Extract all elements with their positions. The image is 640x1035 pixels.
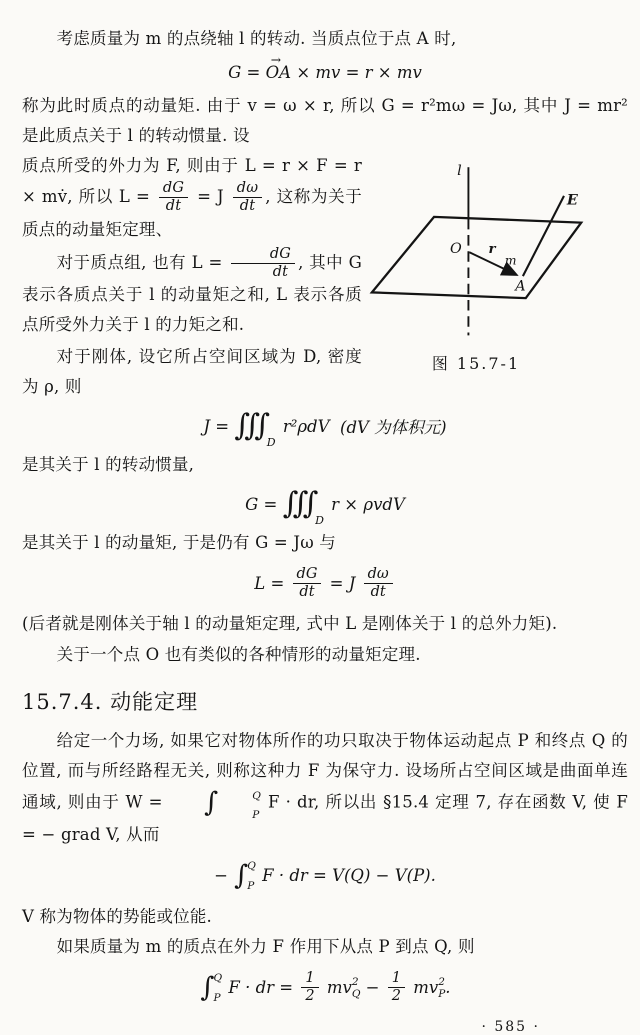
fraction-denominator: 2 xyxy=(305,988,315,1005)
vector-arrow-icon: → xyxy=(270,52,282,67)
paragraph-potential-energy xyxy=(22,902,628,932)
figure-drawing xyxy=(370,153,628,341)
section-heading-15-7-4: 15.7.4. 动能定理 xyxy=(22,689,199,714)
fraction-denominator: dt xyxy=(370,584,386,601)
figure-text-wrap-zone xyxy=(22,151,628,402)
formula-run: − xyxy=(360,978,385,998)
formula-run: mv xyxy=(321,978,352,998)
text-run: , 其中 G 表示各质点关于 l 的动量矩之和, L 表示各质点所受外力关于 l 的力矩之和. xyxy=(22,252,362,334)
text-run: 给定一个力场, 如果它对物体所作的功只取决于物体运动起点 P 和终点 Q 的位置, 而与所经路程无关, 则称这种力 F 为保守力. 设场所占空间区域是曲面单连通域, 则由于 W = xyxy=(22,730,628,812)
text-run: 是其关于 l 的动量矩, 于是仍有 G = Jω 与 xyxy=(22,533,337,553)
line-e-label: E xyxy=(566,192,578,209)
subscript: P xyxy=(438,987,446,1000)
inline-integral xyxy=(170,786,261,820)
triple-integral-icon: ∭ xyxy=(282,486,317,522)
formula-lhs: G = xyxy=(228,63,266,83)
fraction-denominator: dt xyxy=(299,584,315,601)
formula-note: (dV 为体积元) xyxy=(340,418,447,438)
integral-icon: ∫ xyxy=(234,860,249,892)
formula-lhs: J = xyxy=(203,416,235,436)
paragraph-inertia-note xyxy=(22,450,628,480)
figure-caption: 图 15.7-1 xyxy=(431,354,521,374)
formula-moment-of-inertia xyxy=(22,408,628,450)
paragraph-momentum-moment xyxy=(22,91,628,151)
triple-integral-icon: ∭ xyxy=(234,408,268,444)
fraction-denominator: dt xyxy=(239,198,256,215)
formula-run: mv xyxy=(407,978,439,998)
formula-angular-momentum-def xyxy=(22,52,628,83)
fraction-denominator: dt xyxy=(165,198,182,215)
integral-bounds xyxy=(218,786,261,820)
fraction-one-half xyxy=(388,971,405,1004)
text-run: (后者就是刚体关于轴 l 的动量矩定理, 式中 L 是刚体关于 l 的总外力矩). xyxy=(22,614,558,634)
fraction-numerator: dG xyxy=(231,247,295,264)
fraction-numerator: dG xyxy=(293,567,322,584)
fraction-dG-dt xyxy=(159,181,188,214)
integral-upper: Q xyxy=(252,789,262,802)
figure-15-7-1 xyxy=(370,153,628,374)
text-run: V 称为物体的势能或位能. xyxy=(22,906,213,926)
plane-parallelogram xyxy=(372,217,581,298)
fraction-denominator: dt xyxy=(272,263,289,280)
formula-kinetic-energy-theorem xyxy=(22,971,628,1005)
text-run: 对于质点组, 也有 L = xyxy=(56,252,229,272)
fraction-numerator: dω xyxy=(233,181,263,198)
point-a-label: A xyxy=(515,278,526,295)
integral-domain: D xyxy=(266,436,276,450)
subscript: Q xyxy=(351,987,361,1000)
formula-lhs: G = xyxy=(245,494,283,514)
fraction-domega-dt xyxy=(233,181,263,214)
formula-run: F · dr = xyxy=(223,978,299,998)
fraction-numerator: 1 xyxy=(388,971,405,988)
axis-l-label: l xyxy=(457,162,462,179)
text-run: 考虑质量为 m 的点绕轴 l 的转动. 当质点位于点 A 时, xyxy=(56,29,457,48)
formula-rhs: F · dr = V(Q) − V(P). xyxy=(256,866,436,886)
integral-bounds xyxy=(247,859,256,893)
formula-pre: − xyxy=(214,866,234,886)
fraction-domega-dt xyxy=(364,567,393,600)
origin-o-label: O xyxy=(449,241,462,258)
integral-lower: P xyxy=(213,991,221,1004)
integral-bounds xyxy=(214,971,223,1005)
formula-rhs: r²ρdV xyxy=(277,416,341,436)
formula-potential-difference xyxy=(22,859,628,893)
integral-icon: ∫ xyxy=(200,972,215,1004)
fraction-numerator: 1 xyxy=(301,971,318,988)
text-run: = J xyxy=(191,187,230,207)
fraction-denominator: 2 xyxy=(391,988,401,1005)
paragraph-point-o-note xyxy=(22,640,628,670)
fraction-numerator: dω xyxy=(364,567,393,584)
superscript: 2 xyxy=(438,975,445,988)
formula-rhs: r × ρvdV xyxy=(325,494,405,514)
fraction-dG-dt xyxy=(293,567,322,600)
text-run: 对于刚体, 设它所占空间区域为 D, 密度为 ρ, 则 xyxy=(22,346,362,396)
formula-torque-theorem xyxy=(22,567,628,600)
supsub-vp xyxy=(438,976,445,1000)
text-run: 关于一个点 O 也有类似的各种情形的动量矩定理. xyxy=(56,644,421,664)
integral-upper: Q xyxy=(247,859,256,872)
vector-r-label: r xyxy=(488,241,496,258)
formula-rhs: × mv = r × mv xyxy=(291,63,422,83)
text-run: 是其关于 l 的转动惯量, xyxy=(22,455,195,475)
page-number: · 585 · xyxy=(481,1018,540,1035)
line-e xyxy=(523,196,564,276)
integral-lower: P xyxy=(252,808,260,821)
inline-integral xyxy=(200,971,222,1005)
fraction-one-half xyxy=(301,971,318,1004)
vector-oa xyxy=(265,52,292,83)
integral-lower: P xyxy=(247,879,255,892)
superscript: 2 xyxy=(351,975,359,988)
text-run: 质点所受的外力为 F, 则由于 L = r × F = r × mv̇, 所以 L = xyxy=(22,156,362,207)
fraction-dG-dt xyxy=(231,247,295,280)
paragraph-conservative-force xyxy=(22,726,628,850)
integral-upper: Q xyxy=(213,971,223,984)
mass-m-label: m xyxy=(504,252,517,268)
text-run: 如果质量为 m 的质点在外力 F 作用下从点 P 到点 Q, 则 xyxy=(56,936,475,956)
paragraph-work-energy-setup xyxy=(22,932,628,962)
formula-run: . xyxy=(445,978,451,998)
vector-oa-label: OA xyxy=(265,63,292,83)
formula-mid: = J xyxy=(324,574,361,594)
text-run: 称为此时质点的动量矩. 由于 v = ω × r, 所以 G = r²mω = Jω, 其中 J = mr² 是此质点关于 l 的转动惯量. 设 xyxy=(22,96,628,146)
paragraph-rigid-theorem-note xyxy=(22,609,628,639)
fraction-numerator: dG xyxy=(159,181,188,198)
text-run: F · dr, 所以出 §15.4 定理 7, 存在函数 V, 使 F = − grad V, 从而 xyxy=(22,792,628,844)
formula-lhs: L = xyxy=(254,574,290,594)
inline-integral xyxy=(234,859,256,893)
text-run: , 这称为关于质点的动量矩定理、 xyxy=(22,187,362,239)
supsub-vq xyxy=(352,976,361,1000)
integral-domain: D xyxy=(315,514,324,528)
paragraph-intro xyxy=(22,24,628,54)
integral-icon: ∫ xyxy=(204,787,219,819)
paragraph-momentum-note xyxy=(22,528,628,558)
formula-angular-momentum-integral xyxy=(22,486,628,528)
